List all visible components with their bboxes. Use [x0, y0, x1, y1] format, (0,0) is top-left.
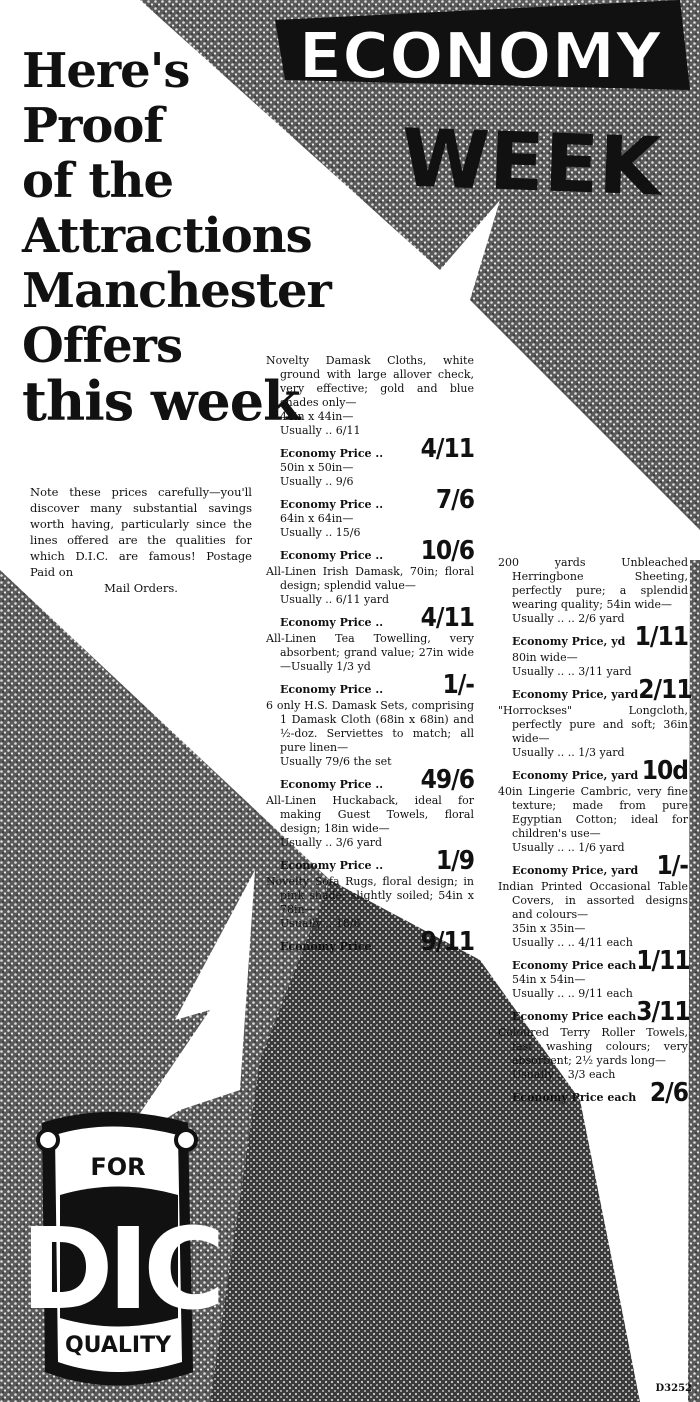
product-item: [498, 1026, 688, 1107]
usual-price: Usually .. 15/6: [280, 526, 361, 539]
usual-price: Usually .. .. 3/11 yard: [512, 665, 632, 678]
usual-price: Usually .. .. 4/11 each: [512, 936, 633, 949]
product-size: 64in x 64in—: [280, 512, 354, 525]
economy-price-value: 1/9: [435, 846, 474, 876]
product-description: 6 only H.S. Damask Sets, comprising 1 Damask Cloth (68in x 68in) and ½-doz. Serviettes to match; all pure linen—: [266, 699, 474, 754]
economy-price-value: 49/6: [420, 765, 474, 795]
economy-price-label: Economy Price ..: [280, 616, 384, 629]
economy-price-row: [266, 927, 474, 957]
product-description: 200 yards Unbleached Herringbone Sheeting, perfectly pure; a splendid wearing quality; 54in wide—: [498, 556, 688, 611]
usual-price: Usually .. .. 9/11 each: [512, 987, 633, 1000]
usual-price: Usually 79/6 the set: [280, 755, 392, 768]
product-size: 80in wide—: [512, 651, 578, 664]
usual-price: Usually .. 18/6: [280, 917, 361, 930]
intro-note: [30, 484, 252, 596]
middle-column: [266, 354, 474, 956]
economy-price-label: Economy Price, yard: [512, 864, 639, 877]
economy-price-label: Economy Price ..: [280, 447, 384, 460]
economy-price-value: 3/11: [636, 997, 690, 1027]
intro-note-last: Mail Orders.: [104, 581, 178, 595]
product-description: Novelty Sofa Rugs, floral design; in pink shade; slightly soiled; 54in x 78in—: [266, 875, 474, 916]
economy-price-label: Economy Price each: [512, 1010, 637, 1023]
economy-price-row: [498, 997, 690, 1027]
product-description: Coloured Terry Roller Towels, fast washing colours; very absorbent; 2½ yards long—: [498, 1026, 688, 1067]
economy-price-label: Economy Price ..: [280, 549, 384, 562]
product-description: "Horrockses" Longcloth, perfectly pure and soft; 36in wide—: [498, 704, 688, 745]
product-item: [498, 556, 688, 651]
economy-price-row: [266, 846, 474, 876]
economy-price-value: 10d: [641, 756, 688, 786]
product-description: All-Linen Irish Damask, 70in; floral design; splendid value—: [266, 565, 474, 592]
product-size: 54in x 54in—: [512, 973, 586, 986]
economy-price-label: Economy Price, yard: [512, 688, 639, 701]
economy-price-value: 1/11: [636, 946, 690, 976]
product-item: [266, 875, 474, 956]
right-column: [498, 556, 692, 1108]
badge-for: FOR: [90, 1153, 146, 1181]
product-item: [498, 785, 688, 880]
economy-price-row: [266, 536, 474, 566]
product-description: 40in Lingerie Cambric, very fine texture; made from pure Egyptian Cotton; ideal for children's use—: [498, 785, 688, 840]
banner-week: WEEK: [399, 111, 663, 214]
usual-price: Usually .. 9/6: [280, 475, 354, 488]
reference-code: D3252: [655, 1383, 692, 1394]
usual-price: Usually .. 3/6 yard: [280, 836, 383, 849]
product-size: 35in x 35in—: [512, 922, 586, 935]
economy-price-value: 2/11: [638, 675, 692, 705]
economy-price-label: Economy Price, yd: [512, 635, 626, 648]
usual-price: Usually .. .. 2/6 yard: [512, 612, 625, 625]
usual-price: Usually .. 6/11 yard: [280, 593, 390, 606]
economy-price-row: [266, 485, 474, 515]
headline-line: Offers: [22, 318, 182, 374]
economy-price-value: 4/11: [420, 434, 474, 464]
product-item: [498, 704, 688, 785]
economy-price-value: 1/-: [656, 851, 688, 881]
product-item: [266, 632, 474, 699]
headline-line: Here's: [22, 43, 190, 99]
headline-line: Attractions: [22, 208, 312, 264]
economy-price-value: 1/-: [442, 670, 474, 700]
economy-price-label: Economy Price ..: [280, 859, 384, 872]
economy-price-row: [498, 756, 688, 786]
economy-price-value: 2/6: [649, 1078, 688, 1108]
economy-price-row: [266, 603, 474, 633]
economy-price-row: [498, 622, 688, 652]
badge-dic: DIC: [20, 1205, 220, 1335]
economy-price-value: 1/11: [634, 622, 688, 652]
economy-price-value: 4/11: [420, 603, 474, 633]
economy-price-label: Economy Price each: [512, 1091, 637, 1104]
product-size: 50in x 50in—: [280, 461, 354, 474]
product-item: [266, 699, 474, 794]
usual-price: Usually .. 6/11: [280, 424, 361, 437]
product-item: [498, 651, 692, 705]
product-description: All-Linen Huckaback, ideal for making Guest Towels, floral design; 18in wide—: [266, 794, 474, 835]
economy-price-row: [266, 434, 474, 464]
product-item: [266, 354, 474, 565]
product-size: 44in x 44in—: [280, 410, 354, 423]
economy-price-label: Economy Price ..: [280, 683, 384, 696]
economy-price-value: 9/11: [420, 927, 474, 957]
usual-price: Usually .. .. 1/3 yard: [512, 746, 625, 759]
product-item: [266, 794, 474, 875]
product-description: All-Linen Tea Towelling, very absorbent; grand value; 27in wide—Usually 1/3 yd: [266, 632, 474, 673]
headline-line: of the: [22, 153, 173, 209]
headline-line: Manchester: [22, 263, 331, 319]
economy-price-value: 7/6: [435, 485, 474, 515]
product-item: [498, 880, 688, 1026]
economy-price-row: [266, 765, 474, 795]
economy-price-row: [498, 851, 688, 881]
headline-line: this week: [22, 369, 300, 433]
product-item: [266, 565, 474, 632]
economy-price-row: [498, 675, 692, 705]
economy-price-label: Economy Price, yard: [512, 769, 639, 782]
economy-price-row: [266, 670, 474, 700]
economy-price-label: Economy Price ..: [280, 778, 384, 791]
banner-economy: ECONOMY: [298, 20, 662, 94]
economy-price-label: Economy Price: [280, 940, 372, 953]
product-description: Novelty Damask Cloths, white ground with large allover check, very effective; gold and blue shades only—: [266, 354, 474, 409]
headline-line: Proof: [22, 98, 164, 154]
economy-price-row: [498, 946, 690, 976]
product-description: Indian Printed Occasional Table Covers, in assorted designs and colours—: [498, 880, 688, 921]
usual-price: Usually .. 3/3 each: [512, 1068, 616, 1081]
economy-price-label: Economy Price ..: [280, 498, 384, 511]
economy-price-label: Economy Price each: [512, 959, 637, 972]
usual-price: Usually .. .. 1/6 yard: [512, 841, 625, 854]
badge-quality: QUALITY: [64, 1333, 172, 1358]
intro-note-text: Note these prices carefully—you'll discover many substantial savings worth having, particularly since the lines offered are the qualities for which D.I.C. are famous! Postage Paid on: [30, 485, 252, 579]
economy-price-row: [498, 1078, 688, 1108]
economy-price-value: 10/6: [420, 536, 474, 566]
